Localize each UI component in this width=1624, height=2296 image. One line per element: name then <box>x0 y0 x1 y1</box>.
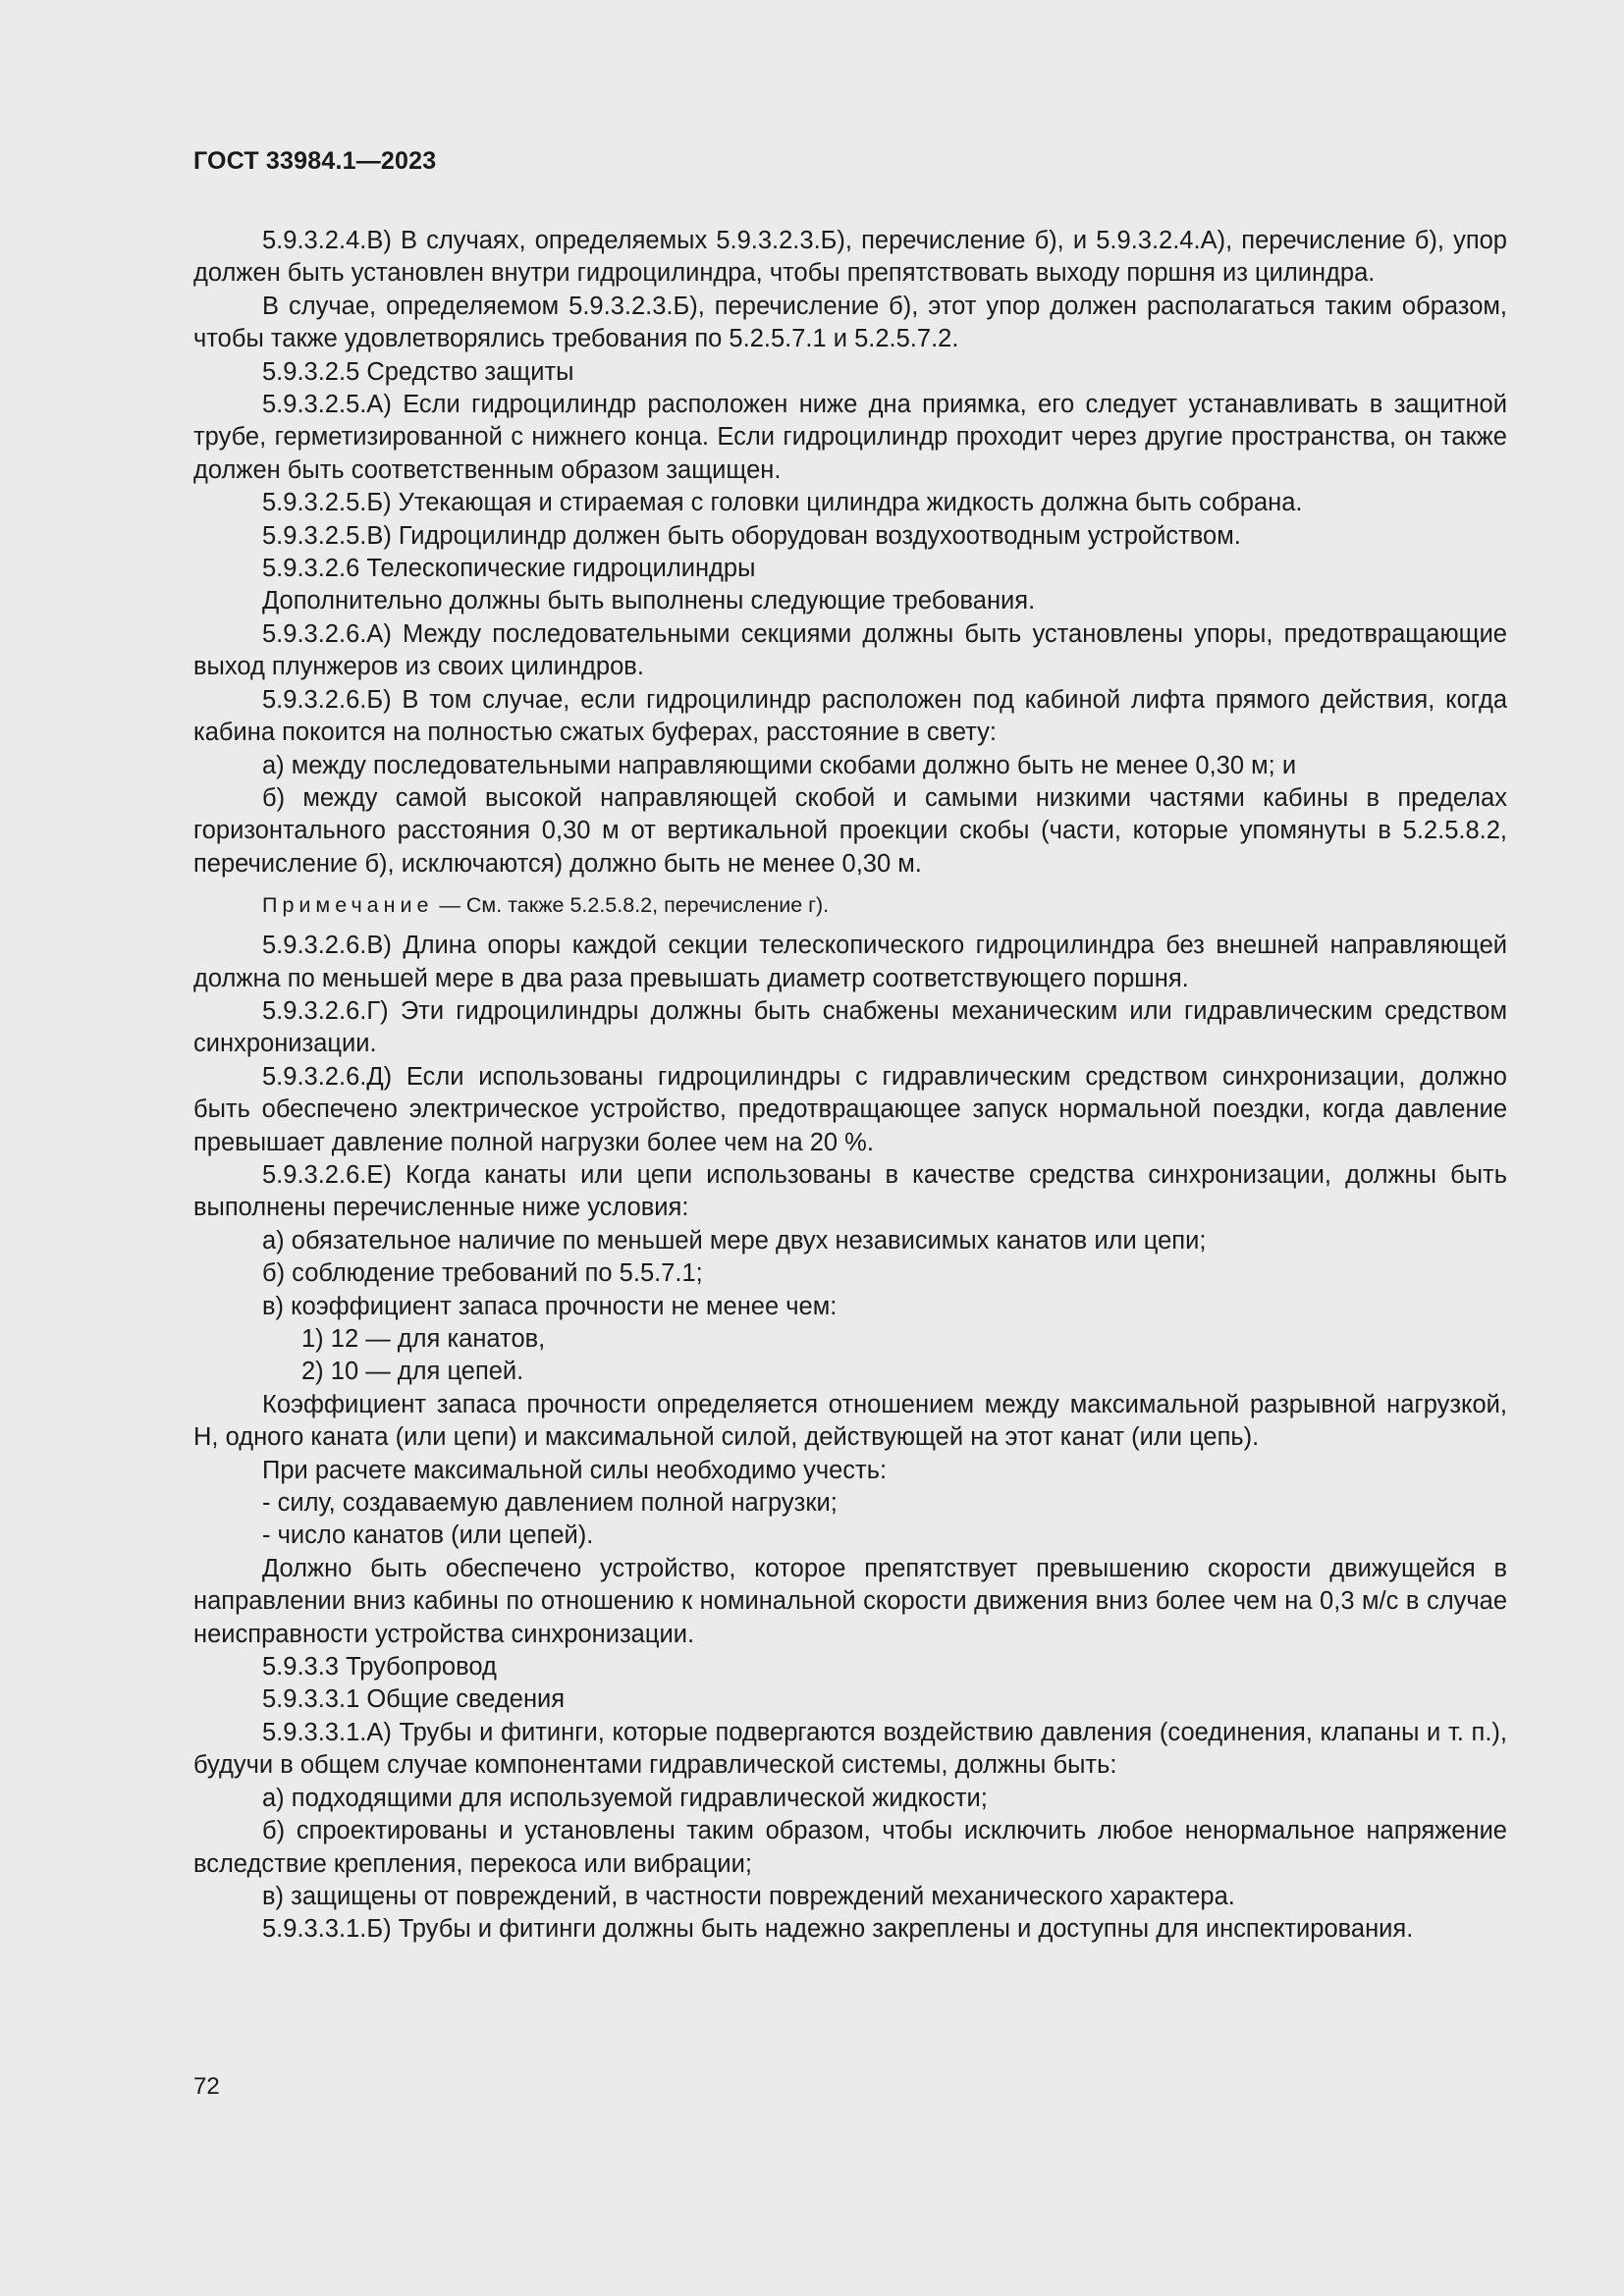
note <box>193 891 1507 919</box>
section-heading: 5.9.3.2.6 Телескопические гидроцилиндры <box>262 555 756 583</box>
sub-list-item: 1) 12 — для канатов, <box>301 1325 546 1353</box>
paragraph: Должно быть обеспечено устройство, которое препятствует превышению скорости движущейся в направлении вниз кабины по отношению к номинальной скорости движения вниз более чем на 0,3 м/с в случае неисправности устройства синхронизации. <box>193 1554 1507 1648</box>
document-body <box>193 225 1507 1947</box>
paragraph: 5.9.3.2.4.В) В случаях, определяемых 5.9.3.2.3.Б), перечисление б), и 5.9.3.2.4.А), перечисление б), упор должен быть установлен внутри гидроцилиндра, чтобы препятствовать выходу поршня из цилиндра. <box>193 227 1507 288</box>
note-dash: — <box>433 893 466 918</box>
sub-list-item: 2) 10 — для цепей. <box>301 1358 524 1386</box>
document-header: ГОСТ 33984.1—2023 <box>193 147 437 175</box>
paragraph: В случае, определяемом 5.9.3.2.3.Б), перечисление б), этот упор должен располагаться таким образом, чтобы также удовлетворялись требования по 5.2.5.7.1 и 5.2.5.7.2. <box>193 292 1507 353</box>
list-item: - число канатов (или цепей). <box>262 1522 594 1550</box>
paragraph: 5.9.3.2.5.А) Если гидроцилиндр расположен ниже дна приямка, его следует устанавливать в защитной трубе, герметизированной с нижнего конца. Если гидроцилиндр проходит через другие пространства, он также должен быть соответственным образом защищен. <box>193 391 1507 484</box>
paragraph: 5.9.3.3.1.Б) Трубы и фитинги должны быть надежно закреплены и доступны для инспектирования. <box>262 1915 1414 1944</box>
list-item: б) спроектированы и установлены таким образом, чтобы исключить любое ненормальное напряжение вследствие крепления, перекоса или вибрации; <box>193 1817 1507 1878</box>
list-item: в) коэффициент запаса прочности не менее чем: <box>262 1292 838 1320</box>
list-item: а) обязательное наличие по меньшей мере двух независимых канатов или цепи; <box>262 1226 1207 1255</box>
list-item: а) подходящими для используемой гидравлической жидкости; <box>262 1784 988 1812</box>
paragraph: 5.9.3.3.1.А) Трубы и фитинги, которые подвергаются воздействию давления (соединения, клапаны и т. п.), будучи в общем случае компонентами гидравлической системы, должны быть: <box>193 1718 1507 1780</box>
paragraph: Дополнительно должны быть выполнены следующие требования. <box>262 587 1036 615</box>
section-heading: 5.9.3.2.5 Средство защиты <box>262 357 574 386</box>
list-item: б) соблюдение требований по 5.5.7.1; <box>262 1259 703 1288</box>
list-item: б) между самой высокой направляющей скобой и самыми низкими частями кабины в пределах горизонтального расстояния 0,30 м от вертикальной проекции скобы (части, которые упомянуты в 5.2.5.8.2, перечисление б), исключаются) должно быть не менее 0,30 м. <box>193 783 1507 878</box>
paragraph: 5.9.3.2.5.Б) Утекающая и стираемая с головки цилиндра жидкость должна быть собрана. <box>262 489 1303 517</box>
note-label: Примечание <box>262 893 434 918</box>
list-item: а) между последовательными направляющими скобами должно быть не менее 0,30 м; и <box>262 751 1297 779</box>
list-item: - силу, создаваемую давлением полной нагрузки; <box>262 1489 838 1518</box>
section-heading: 5.9.3.3.1 Общие сведения <box>262 1685 566 1714</box>
paragraph: 5.9.3.2.5.В) Гидроцилиндр должен быть оборудован воздухоотводным устройством. <box>262 521 1241 550</box>
paragraph: Коэффициент запаса прочности определяется отношением между максимальной разрывной нагрузкой, Н, одного каната (или цепи) и максимальной силой, действующей на этот канат (или цепь). <box>193 1390 1507 1452</box>
section-heading: 5.9.3.3 Трубопровод <box>262 1653 497 1682</box>
list-item: в) защищены от повреждений, в частности повреждений механического характера. <box>262 1882 1235 1910</box>
note-text: См. также 5.2.5.8.2, перечисление г). <box>465 893 830 918</box>
paragraph: 5.9.3.2.6.Б) В том случае, если гидроцилиндр расположен под кабиной лифта прямого действия, когда кабина покоится на полностью сжатых буферах, расстояние в свету: <box>193 685 1507 747</box>
paragraph: 5.9.3.2.6.А) Между последовательными секциями должны быть установлены упоры, предотвращающие выход плунжеров из своих цилиндров. <box>193 619 1507 681</box>
page-number: 72 <box>193 2073 220 2100</box>
paragraph: 5.9.3.2.6.Г) Эти гидроцилиндры должны быть снабжены механическим или гидравлическим средством синхронизации. <box>193 996 1507 1058</box>
paragraph: При расчете максимальной силы необходимо учесть: <box>262 1456 888 1484</box>
paragraph: 5.9.3.2.6.В) Длина опоры каждой секции телескопического гидроцилиндра без внешней направляющей должна по меньшей мере в два раза превышать диаметр соответствующего поршня. <box>193 932 1507 992</box>
paragraph: 5.9.3.2.6.Д) Если использованы гидроцилиндры с гидравлическим средством синхронизации, должно быть обеспечено электрическое устройство, предотвращающее запуск нормальной поездки, когда давление превышает давление полной нагрузки более чем на 20 %. <box>193 1062 1507 1156</box>
paragraph: 5.9.3.2.6.Е) Когда канаты или цепи использованы в качестве средства синхронизации, должны быть выполнены перечисленные ниже условия: <box>193 1160 1507 1222</box>
